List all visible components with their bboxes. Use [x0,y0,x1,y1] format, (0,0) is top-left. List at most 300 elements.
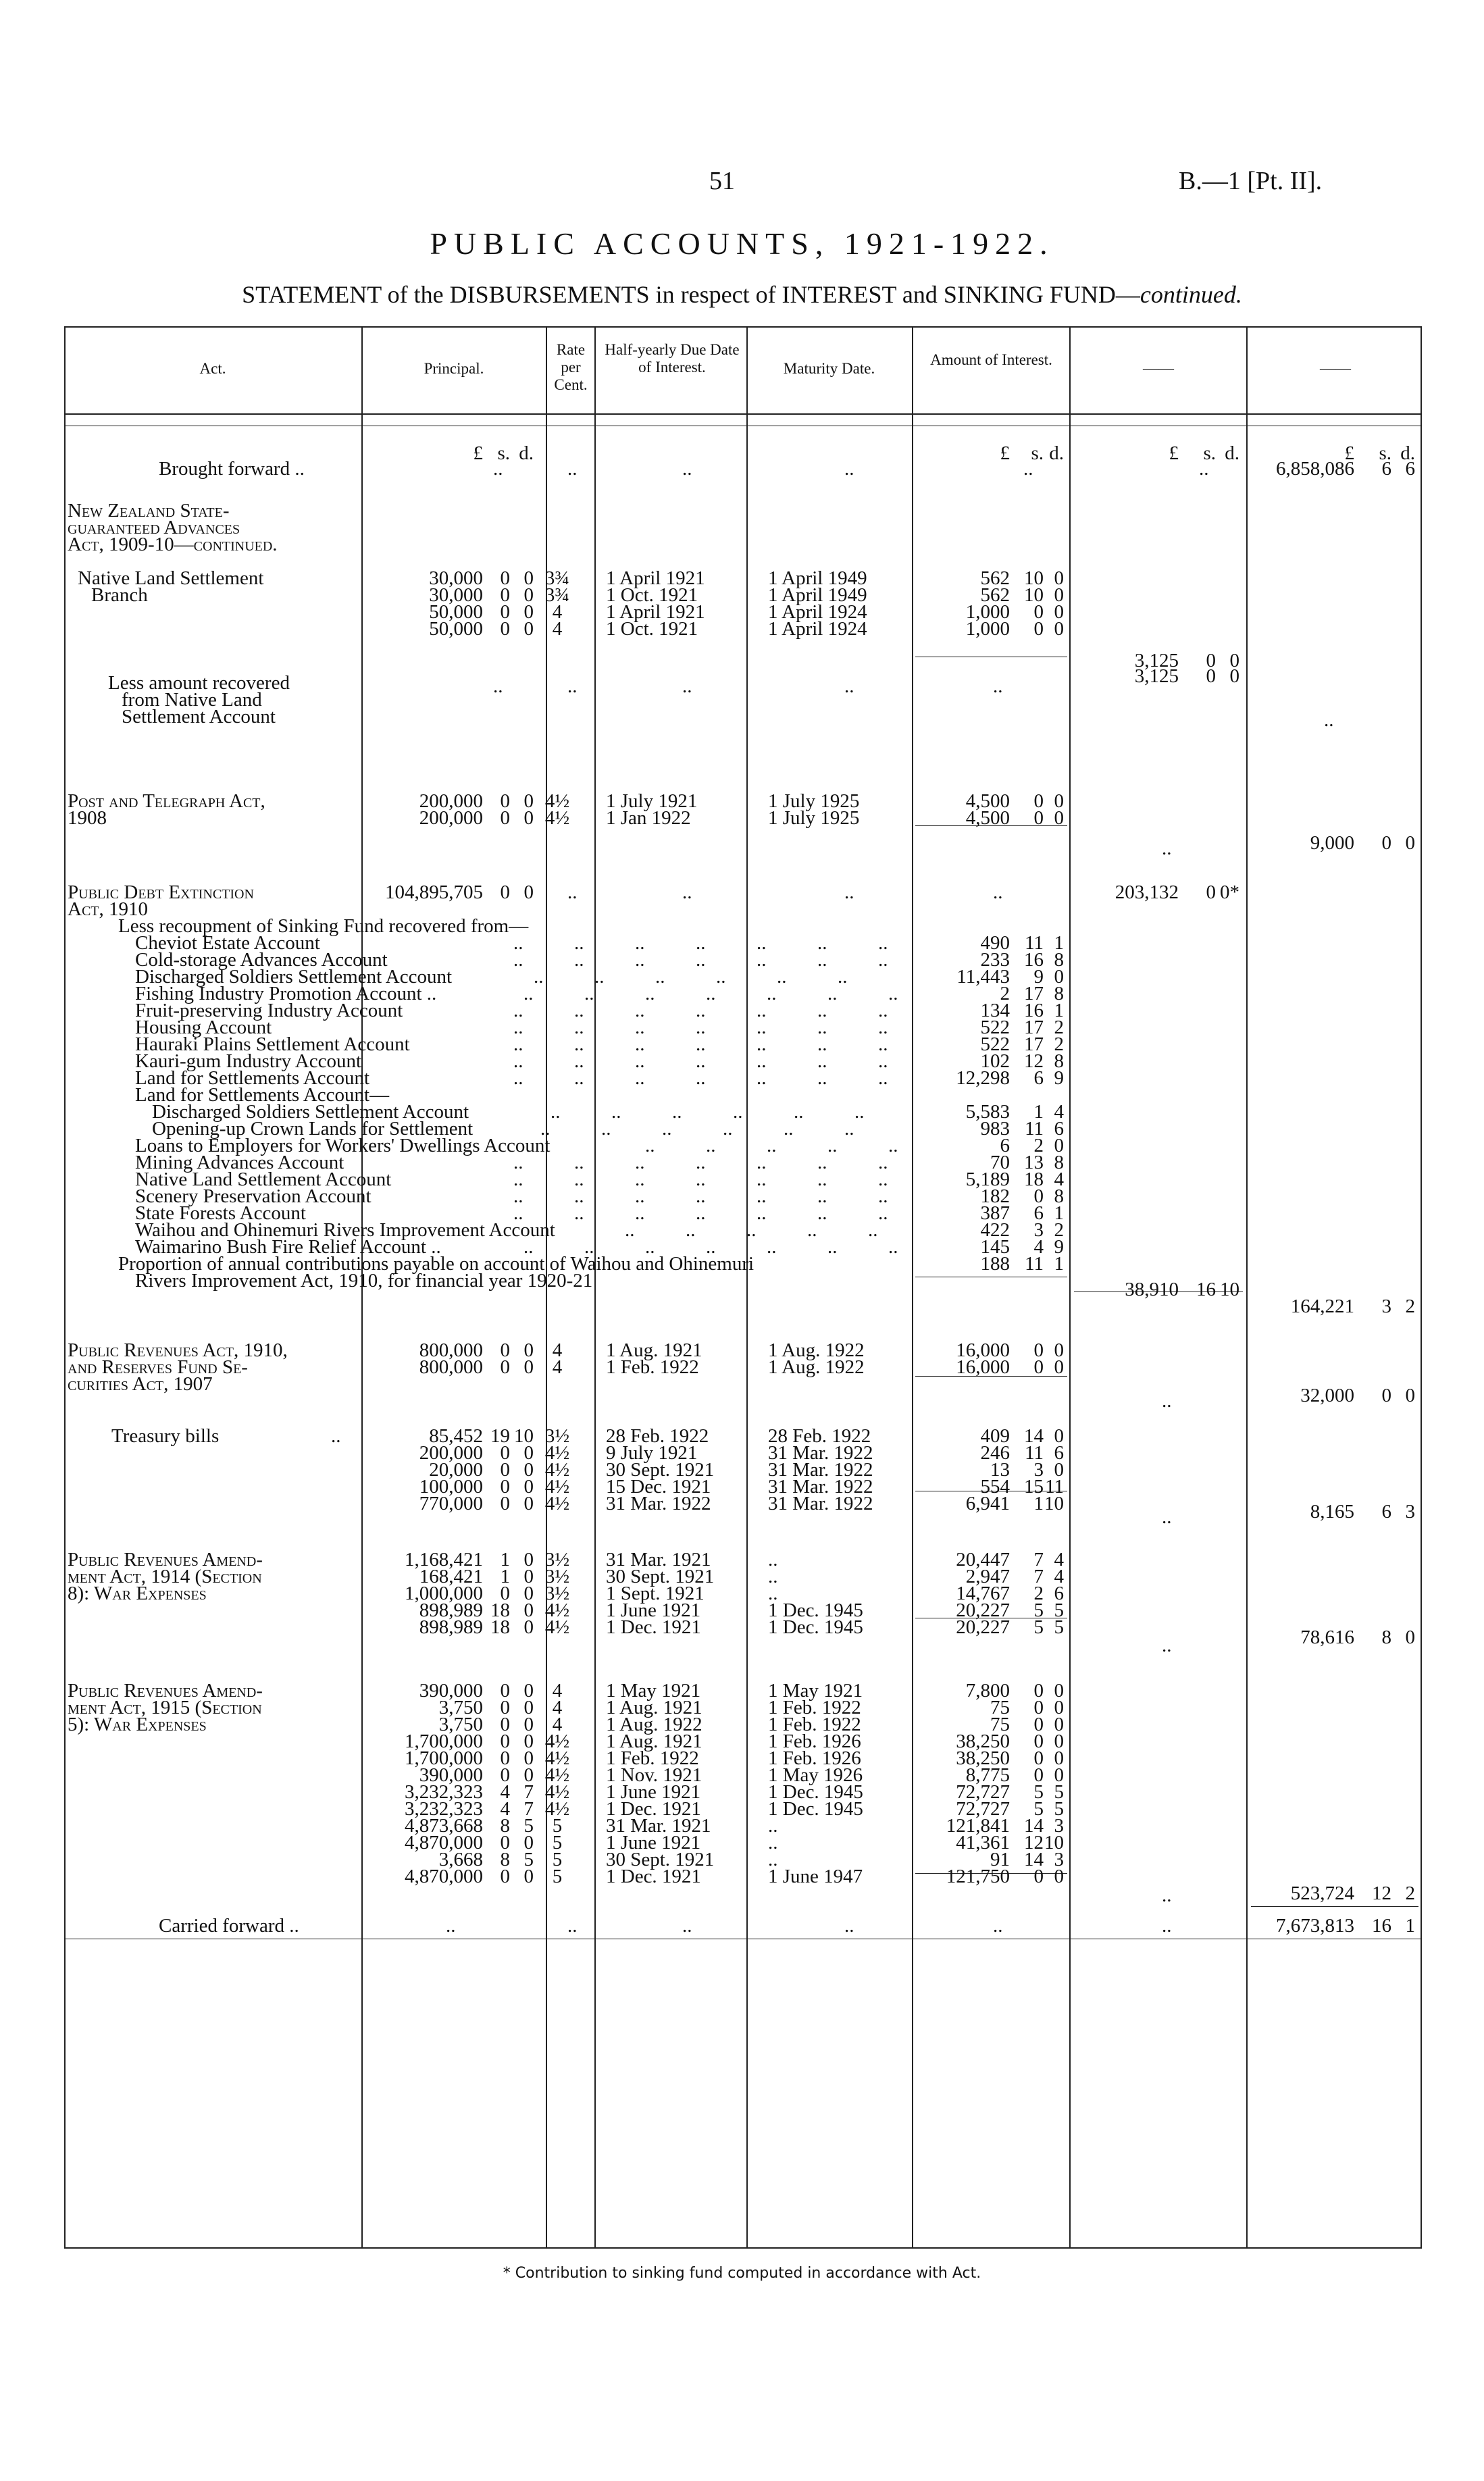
maturity-date: 1 Aug. 1922 [768,1356,865,1378]
sum-rule [1251,1906,1418,1907]
recoupment-amount-part: 2 [1054,1017,1064,1038]
unit-header-p [358,442,534,464]
rate-value: 5 [552,1832,563,1853]
recoupment-account: Discharged Soldiers Settlement Account [152,1101,469,1123]
dots-placeholder: .. [1324,709,1334,731]
principal-amount-part: 0 [500,1866,510,1887]
leader-dots: .. [513,1000,523,1021]
principal-amount-part: 898,989 [419,1616,483,1638]
amount-of-interest-part: 5 [1054,1781,1064,1803]
leader-dots: .. [635,1000,645,1021]
principal-amount-part: 3,232,323 [405,1781,483,1803]
principal-amount-part: 0 [523,601,534,623]
table-left-rule [64,326,66,2247]
amount-of-interest-part: 0 [1033,618,1044,640]
recoupment-amount-part: 182 [980,1185,1010,1207]
leader-dots: .. [574,1152,584,1173]
principal-amount-part: 0 [500,584,510,606]
dots-placeholder: .. [682,458,692,480]
recoupment-amount-part: 12 [1024,1050,1044,1072]
due-date: 9 July 1921 [606,1442,698,1464]
maturity-date: 1 April 1949 [768,567,867,589]
maturity-date: 1 May 1921 [768,1680,863,1702]
amount-of-interest [909,1493,1064,1514]
due-date: 15 Dec. 1921 [606,1476,711,1498]
recoupment-account: Waihou and Ohinemuri Rivers Improvement Account [135,1219,555,1241]
principal-amount-part: 390,000 [419,1764,483,1786]
unit-header-p-part: s. [497,442,510,464]
amount-of-interest-part: 41,361 [956,1832,1010,1853]
leader-dots: .. [625,1219,635,1241]
section-total [1260,1501,1415,1523]
unit-header-a-part: £ [1000,442,1010,464]
page-number: 51 [709,167,735,195]
unit-header-c7 [1084,442,1239,464]
section-total-part: 0 [1381,1385,1391,1406]
dots-placeholder: .. [567,675,578,697]
amount-of-interest-part: 5 [1054,1616,1064,1638]
section-act-title: 1908 [68,807,107,829]
amount-of-interest-part: 3 [1054,1849,1064,1870]
principal-amount-part: 1,000,000 [405,1583,483,1604]
column-header-7: —— [1143,360,1174,377]
principal-amount [358,881,534,903]
principal-amount-part: 0 [523,1356,534,1378]
dots-placeholder: .. [1162,1885,1172,1906]
section-act-title: 5): War Expenses [68,1714,207,1735]
amount-of-interest [909,1616,1064,1638]
recoupment-amount-part: 2 [1054,1219,1064,1241]
due-date: 30 Sept. 1921 [606,1566,715,1587]
deduction-header: Less recoupment of Sinking Fund recovered from— [118,915,529,937]
principal-amount-part: 0 [500,1339,510,1361]
principal-amount-part: 10 [514,1425,534,1447]
section-act-title: Public Revenues Act, 1910, [68,1339,288,1361]
principal-amount-part: 50,000 [429,618,483,640]
amount-of-interest-part: 409 [980,1425,1010,1447]
principal-amount [358,1866,534,1887]
maturity-date: .. [768,1583,778,1604]
recoupment-amount-part: 490 [980,932,1010,954]
amount-of-interest-part: 0 [1054,1747,1064,1769]
leader-dots: .. [696,1185,706,1207]
amount-of-interest-part: 16,000 [956,1339,1010,1361]
leader-dots: .. [574,1067,584,1089]
maturity-date: .. [768,1549,778,1570]
recoupment-amount-part: 17 [1024,1017,1044,1038]
section-act-title: ment Act, 1914 (Section [68,1566,262,1587]
brought-forward-total-part: 6 [1381,458,1391,480]
section-total-part: 0 [1206,650,1216,671]
principal-amount-part: 0 [523,1459,534,1481]
leader-dots: .. [662,1118,672,1140]
section-total-part: 3 [1405,1501,1415,1523]
principal-amount-part: 0 [523,1680,534,1702]
unit-header-a-part: s. [1031,442,1044,464]
leader-dots: .. [513,1202,523,1224]
maturity-date: .. [768,1815,778,1837]
deduction-total-part: 3,125 [1134,665,1179,687]
deduction-total-part: 0 [1229,665,1239,687]
recoupment-amount-part: 8 [1054,1185,1064,1207]
amount-of-interest-part: 75 [990,1697,1010,1718]
recoupment-amount-part: 9 [1054,1236,1064,1258]
unit-header-c8-part: d. [1400,442,1415,464]
leader-dots: .. [645,1236,655,1258]
unit-header-c8-part: s. [1379,442,1391,464]
leader-dots: .. [817,1202,827,1224]
leader-dots: .. [723,1118,733,1140]
proportion-amount-part: 11 [1025,1253,1044,1275]
maturity-date: .. [768,1566,778,1587]
principal-amount-part: 898,989 [419,1600,483,1621]
amount-of-interest-part: 0 [1033,1356,1044,1378]
amount-of-interest-part: 14,767 [956,1583,1010,1604]
recoupment-amount-part: 17 [1024,983,1044,1004]
amount-of-interest-part: 0 [1033,807,1044,829]
principal-amount-part: 0 [523,1549,534,1570]
leader-dots: .. [827,983,838,1004]
amount-of-interest-part: 14 [1024,1849,1044,1870]
leader-dots: .. [878,949,888,971]
maturity-date: 1 Feb. 1922 [768,1697,861,1718]
column-rule [746,326,748,2247]
principal-amount-part: 0 [500,1832,510,1853]
maturity-date: 1 Feb. 1926 [768,1731,861,1752]
principal-amount-part: 0 [500,1764,510,1786]
leader-dots: .. [696,1169,706,1190]
section-act-title: guaranteed Advances [68,517,240,538]
due-date: 1 May 1921 [606,1680,701,1702]
leader-dots: .. [574,1202,584,1224]
leader-dots: .. [696,932,706,954]
leader-dots: .. [757,1017,767,1038]
due-date: 1 Feb. 1922 [606,1747,699,1769]
amount-of-interest-part: 0 [1033,1714,1044,1735]
deduction-total [1084,665,1239,687]
deduction-label: from Native Land [122,689,262,711]
due-date: 28 Feb. 1922 [606,1425,709,1447]
dots-placeholder: .. [844,675,854,697]
proportion-note: Proportion of annual contributions payable on account of Waihou and Ohinemuri [118,1253,754,1275]
amount-of-interest-part: 5 [1054,1600,1064,1621]
recoupment-amount-part: 5,189 [965,1169,1010,1190]
leader-dots: .. [757,1202,767,1224]
rate-value: 4½ [544,1476,570,1498]
recoupment-amount-part: 16 [1024,1000,1044,1021]
principal-amount-part: 0 [500,790,510,812]
amount-of-interest [909,1356,1064,1378]
maturity-date: 1 Dec. 1945 [768,1616,863,1638]
principal-amount [358,1493,534,1514]
amount-of-interest-part: 91 [990,1849,1010,1870]
recoupment-amount-part: 5,583 [965,1101,1010,1123]
recoupment-account: Cold-storage Advances Account [135,949,388,971]
carried-forward-total-part: 1 [1405,1915,1415,1937]
section-total-part: 10 [1220,1279,1239,1300]
principal-amount [358,807,534,829]
leader-dots: .. [513,1169,523,1190]
principal-amount-part: 3,668 [438,1849,483,1870]
leader-dots: .. [817,1169,827,1190]
amount-of-interest-part: 4,500 [965,807,1010,829]
principal-amount-part: 4,873,668 [405,1815,483,1837]
principal-amount-part: 390,000 [419,1680,483,1702]
maturity-date: 1 April 1924 [768,601,867,623]
amount-of-interest-part: 10 [1044,1832,1064,1853]
column-rule [1069,326,1071,2247]
leader-dots: .. [635,1017,645,1038]
leader-dots: .. [817,1067,827,1089]
maturity-date: 1 July 1925 [768,807,860,829]
recoupment-account: Housing Account [135,1017,272,1038]
recoupment-account: Mining Advances Account [135,1152,344,1173]
dots-placeholder: .. [682,675,692,697]
amount-of-interest-part: 0 [1033,601,1044,623]
section-subtitle: Native Land Settlement [78,567,264,589]
amount-of-interest-part: 0 [1033,1747,1044,1769]
leader-dots: .. [888,1236,898,1258]
leader-dots: .. [888,983,898,1004]
section-total-part: 32,000 [1300,1385,1354,1406]
unit-header-c7-part: d. [1225,442,1239,464]
maturity-date: 31 Mar. 1922 [768,1442,873,1464]
leader-dots: .. [513,932,523,954]
due-date: 1 Dec. 1921 [606,1616,701,1638]
leader-dots: .. [611,1101,621,1123]
proportion-amount-part: 1 [1054,1253,1064,1275]
leader-dots: .. [635,1185,645,1207]
due-date: 1 Aug. 1921 [606,1697,702,1718]
amount-of-interest-part: 72,727 [956,1781,1010,1803]
principal-amount-part: 4 [500,1781,510,1803]
section-total [1084,881,1239,903]
amount-of-interest-part: 0 [1054,1866,1064,1887]
brought-forward-label: Brought forward .. [159,458,305,480]
principal-amount-part: 85,452 [429,1425,483,1447]
leader-dots: .. [706,1236,716,1258]
section-total-part: 0 [1229,650,1239,671]
amount-of-interest-part: 10 [1044,1493,1064,1514]
principal-amount-part: 0 [523,1476,534,1498]
leader-dots: .. [540,1118,551,1140]
amount-of-interest-part: 0 [1054,807,1064,829]
amount-of-interest-part: 0 [1054,1339,1064,1361]
amount-of-interest-part: 15 [1024,1476,1044,1498]
rate-value: 3½ [544,1549,570,1570]
unit-header-a [909,442,1064,464]
amount-of-interest [909,807,1064,829]
section-total-part: 2 [1405,1883,1415,1904]
leader-dots: .. [878,1067,888,1089]
principal-amount [358,1616,534,1638]
recoupment-amount-part: 0 [1054,1135,1064,1156]
amount-of-interest-part: 20,447 [956,1549,1010,1570]
amount-of-interest-part: 5 [1033,1798,1044,1820]
amount-of-interest-part: 5 [1033,1600,1044,1621]
principal-amount-part: 0 [500,567,510,589]
amount-of-interest-part: 562 [980,567,1010,589]
leader-dots: .. [584,1236,594,1258]
leader-dots: .. [878,1033,888,1055]
principal-amount-part: 4,870,000 [405,1832,483,1853]
table-top-rule [64,326,1422,328]
principal-amount-part: 50,000 [429,601,483,623]
section-total [1260,1627,1415,1648]
leader-dots: .. [817,1050,827,1072]
maturity-date: 1 Feb. 1922 [768,1714,861,1735]
dots-placeholder: .. [1162,1635,1172,1656]
section-act-title: curities Act, 1907 [68,1373,213,1395]
section-act-title: Post and Telegraph Act, [68,790,265,812]
due-date: 1 June 1921 [606,1832,701,1853]
recoupment-account: Discharged Soldiers Settlement Account [135,966,453,988]
deduction-total-part: 0 [1206,665,1216,687]
section-act-title: Act, 1909-10—continued. [68,534,278,555]
column-header-maturity: Maturity Date. [783,360,875,377]
dots-placeholder: .. [993,1915,1003,1937]
principal-amount-part: 5 [523,1815,534,1837]
rate-value: 4 [552,1714,563,1735]
leader-dots: .. [696,949,706,971]
recoupment-amount-part: 11,443 [956,966,1010,988]
principal-amount [358,618,534,640]
leader-dots: .. [757,1050,767,1072]
recoupment-account: State Forests Account [135,1202,306,1224]
carried-forward-total-part: 16 [1372,1915,1391,1937]
amount-of-interest-part: 0 [1054,1714,1064,1735]
deduction-label: Less amount recovered [108,672,290,694]
amount-of-interest-part: 7 [1033,1566,1044,1587]
amount-of-interest-part: 562 [980,584,1010,606]
leader-dots: .. [696,1152,706,1173]
leader-dots: .. [635,1202,645,1224]
principal-amount-part: 800,000 [419,1339,483,1361]
section-total-part: 16 [1196,1279,1216,1300]
section-act-title: 8): War Expenses [68,1583,207,1604]
amount-of-interest-part: 246 [980,1442,1010,1464]
amount-of-interest-part: 0 [1054,567,1064,589]
principal-amount-part: 0 [500,1583,510,1604]
amount-of-interest-part: 0 [1033,1697,1044,1718]
section-act-title: Act, 1910 [68,898,148,920]
leader-dots: .. [672,1101,682,1123]
leader-dots: .. [817,1152,827,1173]
rate-value: 3¾ [544,584,570,606]
section-total-part: 0 [1405,1627,1415,1648]
recoupment-amount-part: 145 [980,1236,1010,1258]
leader-dots: .. [757,1169,767,1190]
recoupment-account: Waimarino Bush Fire Relief Account .. [135,1236,441,1258]
leader-dots: .. [635,949,645,971]
dots-placeholder: .. [844,881,854,903]
due-date: 1 April 1921 [606,601,705,623]
leader-dots: .. [574,1185,584,1207]
section-act-title: New Zealand State- [68,500,230,521]
principal-amount-part: 0 [523,1600,534,1621]
principal-amount-part: 0 [523,1493,534,1514]
leader-dots: .. [817,949,827,971]
recoupment-amount-part: 70 [990,1152,1010,1173]
due-date: 1 Aug. 1921 [606,1731,702,1752]
principal-amount-part: 0 [500,1697,510,1718]
dots-placeholder: .. [331,1425,341,1447]
principal-amount-part: 0 [523,1566,534,1587]
section-total-part: 38,910 [1125,1279,1179,1300]
principal-amount-part: 3,232,323 [405,1798,483,1820]
leader-dots: .. [757,1033,767,1055]
dots-placeholder: .. [1162,1390,1172,1412]
recoupment-account: Native Land Settlement Account [135,1169,392,1190]
principal-amount-part: 0 [523,1339,534,1361]
recoupment-account: Fruit-preserving Industry Account [135,1000,403,1021]
amount-of-interest-part: 6 [1054,1583,1064,1604]
leader-dots: .. [878,1202,888,1224]
amount-of-interest-part: 7,800 [965,1680,1010,1702]
amount-of-interest-part: 10 [1024,584,1044,606]
leader-dots: .. [696,1202,706,1224]
leader-dots: .. [733,1101,743,1123]
column-header-act: Act. [199,360,226,377]
leader-dots: .. [686,1219,696,1241]
amount-of-interest-part: 0 [1054,1680,1064,1702]
dots-placeholder: .. [567,881,578,903]
recoupment-amount-part: 387 [980,1202,1010,1224]
section-total-part: 6 [1381,1501,1391,1523]
recoupment-amount-part: 6 [1033,1067,1044,1089]
amount-of-interest-part: 3 [1033,1459,1044,1481]
recoupment-account: Land for Settlements Account [135,1067,370,1089]
section-act-title: ment Act, 1915 (Section [68,1697,262,1718]
principal-amount-part: 168,421 [419,1566,483,1587]
section-total [1260,1296,1415,1317]
recoupment-account: Fishing Industry Promotion Account .. [135,983,437,1004]
principal-amount-part: 200,000 [419,790,483,812]
section-total [1260,1883,1415,1904]
leader-dots: .. [817,1000,827,1021]
dots-placeholder: .. [993,881,1003,903]
principal-amount-part: 0 [500,1476,510,1498]
principal-amount-part: 18 [490,1600,510,1621]
maturity-date: 31 Mar. 1922 [768,1476,873,1498]
section-total-part: 0* [1220,881,1239,903]
principal-amount-part: 0 [500,1442,510,1464]
leader-dots: .. [767,983,777,1004]
principal-amount-part: 0 [523,1583,534,1604]
leader-dots: .. [706,1135,716,1156]
dots-placeholder: .. [993,675,1003,697]
principal-amount-part: 0 [500,1459,510,1481]
rate-value: 4½ [544,1747,570,1769]
leader-dots: .. [635,932,645,954]
leader-dots: .. [878,1050,888,1072]
amount-of-interest-part: 12 [1024,1832,1044,1853]
leader-dots: .. [513,1185,523,1207]
leader-dots: .. [513,1050,523,1072]
leader-dots: .. [794,1101,804,1123]
leader-dots: .. [784,1118,794,1140]
leader-dots: .. [574,1033,584,1055]
recoupment-account: Opening-up Crown Lands for Settlement [152,1118,474,1140]
principal-amount-part: 0 [523,1764,534,1786]
amount-of-interest-part: 0 [1054,1459,1064,1481]
section-total-part: 3 [1381,1296,1391,1317]
principal-amount-part: 0 [523,1616,534,1638]
column-header-principal: Principal. [424,360,484,377]
leader-dots: .. [817,1185,827,1207]
dots-placeholder: .. [844,1915,854,1937]
section-act-title: and Reserves Fund Se- [68,1356,248,1378]
